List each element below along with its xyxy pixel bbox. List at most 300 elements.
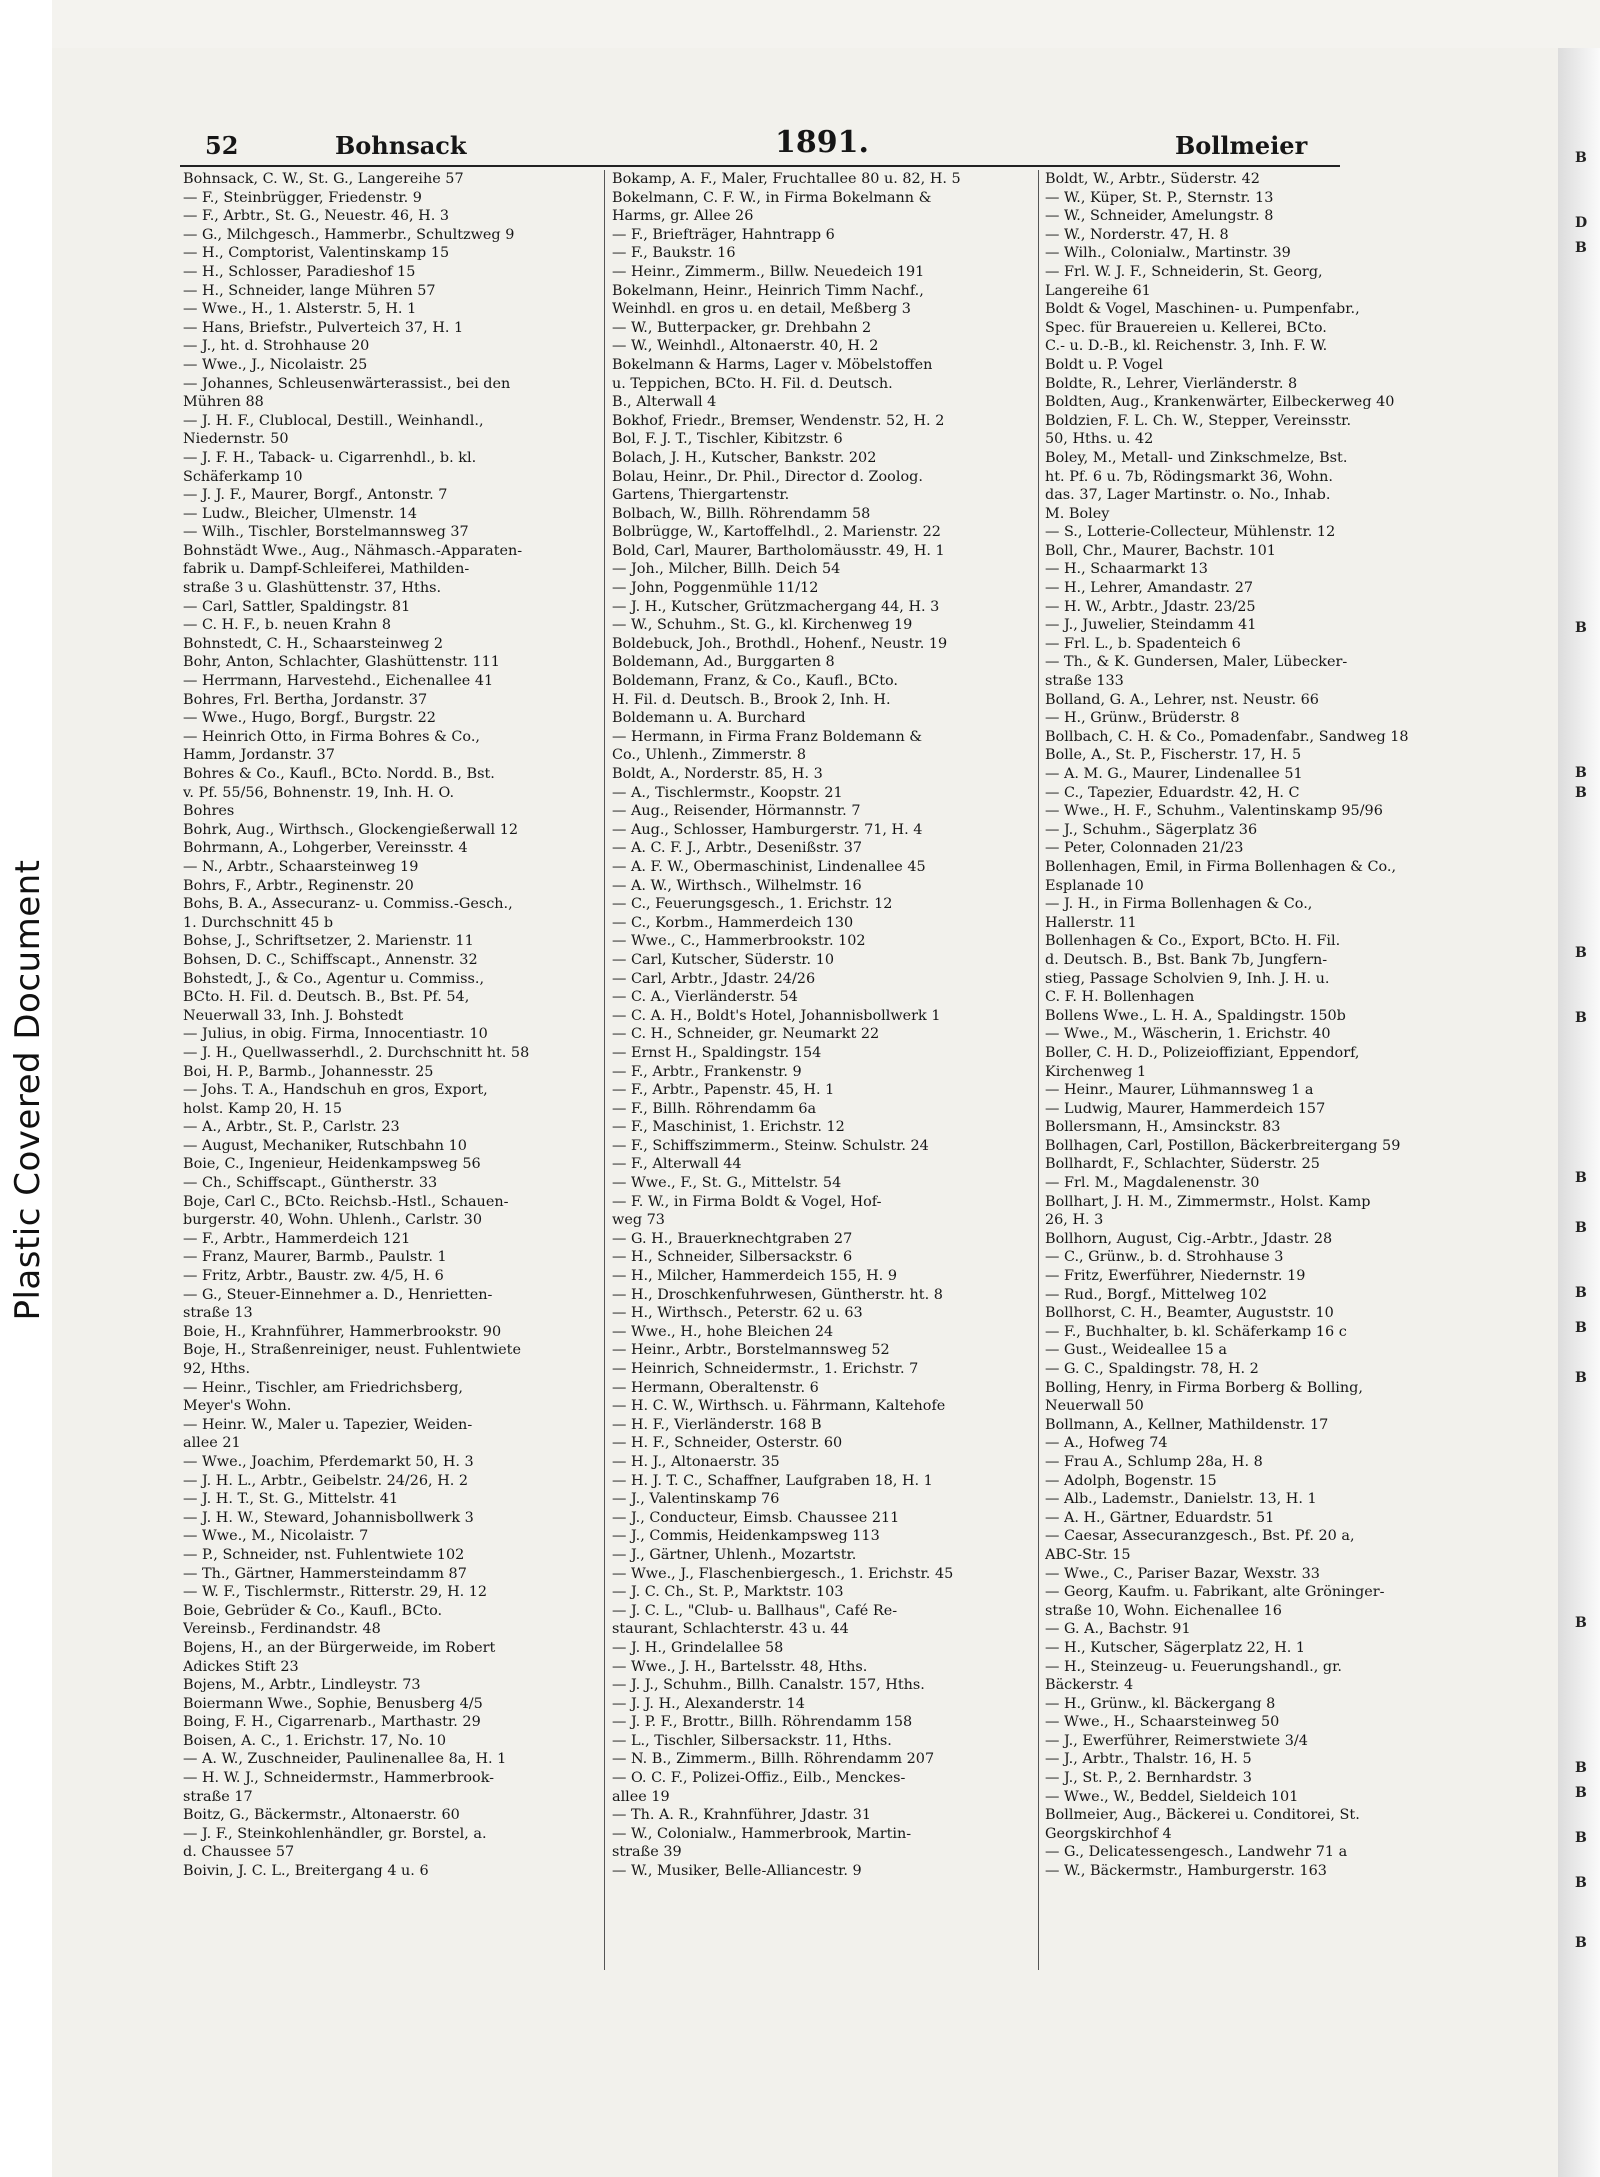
directory-entry: — W., Norderstr. 47, H. 8 — [1045, 226, 1229, 243]
directory-entry: burgerstr. 40, Wohn. Uhlenh., Carlstr. 30 — [183, 1212, 482, 1229]
directory-entry: C. F. H. Bollenhagen — [1045, 989, 1195, 1006]
margin-fragment: B — [1575, 1760, 1587, 1776]
directory-entry: — Julius, in obig. Firma, Innocentiastr. 10 — [183, 1026, 488, 1043]
directory-entry: — J. F., Steinkohlenhändler, gr. Borstel, a. — [183, 1825, 487, 1842]
directory-entry: Boldemann, Franz, & Co., Kaufl., BCto. — [612, 673, 898, 690]
directory-entry: — Heinrich, Schneidermstr., 1. Erichstr. 7 — [612, 1361, 919, 1377]
directory-entry: 1. Durchschnitt 45 b — [183, 914, 334, 931]
directory-entry: Boisen, A. C., 1. Erichstr. 17, No. 10 — [183, 1732, 447, 1749]
directory-entry: — F., Billh. Röhrendamm 6a — [612, 1100, 817, 1117]
margin-fragment: B — [1575, 765, 1587, 781]
column-3 — [1045, 170, 1445, 1881]
directory-entry: Boie, H., Krahnführer, Hammerbrookstr. 90 — [183, 1323, 502, 1340]
directory-entry: — J., Arbtr., Thalstr. 16, H. 5 — [1045, 1751, 1252, 1768]
directory-entry: Bäckerstr. 4 — [1045, 1677, 1134, 1694]
directory-entry: 92, Hths. — [183, 1361, 251, 1377]
directory-entry: — C. A. H., Boldt's Hotel, Johannisbollwerk 1 — [612, 1007, 941, 1024]
margin-fragment: B — [1575, 1830, 1587, 1846]
directory-entry: Mühren 88 — [183, 394, 264, 411]
directory-entry: — H., Grünw., Brüderstr. 8 — [1045, 710, 1240, 727]
directory-entry: Bolach, J. H., Kutscher, Bankstr. 202 — [612, 449, 877, 466]
directory-entry: B., Alterwall 4 — [612, 394, 717, 411]
directory-entry: — H., Schneider, lange Mühren 57 — [183, 282, 436, 299]
directory-entry: — J., Valentinskamp 76 — [612, 1491, 780, 1508]
side-label-text: Plastic Covered Document — [8, 859, 48, 1321]
directory-entry: — S., Lotterie-Collecteur, Mühlenstr. 12 — [1045, 524, 1336, 541]
directory-entry: allee 21 — [183, 1435, 241, 1452]
directory-entry: holst. Kamp 20, H. 15 — [183, 1100, 343, 1117]
column-divider — [1038, 170, 1039, 1970]
directory-entry: Bokelmann & Harms, Lager v. Möbelstoffen — [612, 356, 933, 373]
directory-entry: — Franz, Maurer, Barmb., Paulstr. 1 — [183, 1249, 447, 1266]
header-keyword-right: Bollmeier — [1175, 131, 1308, 160]
directory-entry: — Frl. L., b. Spadenteich 6 — [1045, 635, 1241, 652]
directory-entry: — H. W., Arbtr., Jdastr. 23/25 — [1045, 598, 1256, 615]
directory-entry: — C., Feuerungsgesch., 1. Erichstr. 12 — [612, 896, 893, 913]
directory-entry: — Frl. M., Magdalenenstr. 30 — [1045, 1175, 1260, 1192]
directory-entry: — F. W., in Firma Boldt & Vogel, Hof- — [612, 1193, 882, 1210]
directory-entry: — L., Tischler, Silbersackstr. 11, Hths. — [612, 1732, 892, 1749]
directory-entry: Hamm, Jordanstr. 37 — [183, 747, 335, 764]
directory-entry: — F., Briefträger, Hahntrapp 6 — [612, 226, 835, 243]
directory-entry: Bohstedt, J., & Co., Agentur u. Commiss., — [183, 970, 485, 987]
directory-entry: — G., Delicatessengesch., Landwehr 71 a — [1045, 1844, 1348, 1861]
directory-entry: ht. Pf. 6 u. 7b, Rödingsmarkt 36, Wohn. — [1045, 468, 1333, 485]
directory-entry: Bollenhagen & Co., Export, BCto. H. Fil. — [1045, 933, 1341, 950]
directory-entry: — J. J. F., Maurer, Borgf., Antonstr. 7 — [183, 487, 448, 504]
header-rule — [180, 165, 1340, 167]
directory-entry: Bohres — [183, 803, 235, 820]
directory-entry: — Heinr., Zimmerm., Billw. Neuedeich 191 — [612, 263, 925, 280]
directory-entry: — H., Wirthsch., Peterstr. 62 u. 63 — [612, 1305, 863, 1322]
directory-entry: Boldebuck, Joh., Brothdl., Hohenf., Neustr. 19 — [612, 635, 948, 652]
directory-entry: Boldemann, Ad., Burggarten 8 — [612, 654, 835, 671]
directory-entry: Langereihe 61 — [1045, 282, 1151, 299]
directory-entry: — C. A., Vierländerstr. 54 — [612, 989, 798, 1006]
directory-entry: — W., Butterpacker, gr. Drehbahn 2 — [612, 319, 872, 336]
margin-fragment: B — [1575, 1220, 1587, 1236]
directory-entry: — J. H., in Firma Bollenhagen & Co., — [1045, 896, 1313, 913]
directory-entry: — H., Droschkenfuhrwesen, Güntherstr. ht. 8 — [612, 1286, 943, 1303]
directory-entry: — A., Tischlermstr., Koopstr. 21 — [612, 784, 843, 801]
directory-entry: — H. W. J., Schneidermstr., Hammerbrook- — [183, 1770, 495, 1787]
directory-entry: Bohrmann, A., Lohgerber, Vereinsstr. 4 — [183, 840, 468, 857]
directory-entry: — F., Schiffszimmerm., Steinw. Schulstr. 24 — [612, 1137, 929, 1154]
directory-entry: — Aug., Reisender, Hörmannstr. 7 — [612, 803, 861, 820]
directory-entry: — J. H. L., Arbtr., Geibelstr. 24/26, H. 2 — [183, 1472, 469, 1489]
directory-entry: — H., Grünw., kl. Bäckergang 8 — [1045, 1695, 1276, 1712]
directory-entry: — W., Schneider, Amelungstr. 8 — [1045, 208, 1274, 225]
directory-entry: — H., Steinzeug- u. Feuerungshandl., gr. — [1045, 1658, 1342, 1675]
directory-entry: Boitz, G., Bäckermstr., Altonaerstr. 60 — [183, 1807, 460, 1824]
directory-entry: — P., Schneider, nst. Fuhlentwiete 102 — [183, 1546, 465, 1563]
directory-entry: H. Fil. d. Deutsch. B., Brook 2, Inh. H. — [612, 691, 891, 708]
directory-entry: Bolland, G. A., Lehrer, nst. Neustr. 66 — [1045, 691, 1319, 708]
header-year: 1891. — [775, 125, 869, 160]
directory-entry: Georgskirchhof 4 — [1045, 1825, 1172, 1842]
directory-entry: Boll, Chr., Maurer, Bachstr. 101 — [1045, 542, 1276, 559]
directory-entry: — Wwe., H., 1. Alsterstr. 5, H. 1 — [183, 301, 417, 318]
directory-entry: Bollenhagen, Emil, in Firma Bollenhagen & Co., — [1045, 858, 1397, 875]
directory-entry: BCto. H. Fil. d. Deutsch. B., Bst. Pf. 54, — [183, 989, 470, 1006]
directory-entry: Bohrk, Aug., Wirthsch., Glockengießerwall 12 — [183, 821, 519, 838]
directory-entry: — Ch., Schiffscapt., Güntherstr. 33 — [183, 1175, 438, 1192]
directory-entry: — W., Bäckermstr., Hamburgerstr. 163 — [1045, 1863, 1327, 1880]
directory-entry: straße 17 — [183, 1788, 253, 1805]
side-label — [2, 810, 54, 1370]
header-keyword-left: Bohnsack — [335, 131, 467, 160]
directory-entry: Bolbach, W., Billh. Röhrendamm 58 — [612, 505, 871, 522]
directory-entry: — N. B., Zimmerm., Billh. Röhrendamm 207 — [612, 1751, 935, 1768]
directory-entry: — H., Schlosser, Paradieshof 15 — [183, 263, 416, 280]
directory-entry: Boie, C., Ingenieur, Heidenkampsweg 56 — [183, 1156, 481, 1173]
directory-entry: Bolbrügge, W., Kartoffelhdl., 2. Marienstr. 22 — [612, 524, 941, 541]
directory-entry: — Wwe., F., St. G., Mittelstr. 54 — [612, 1175, 842, 1192]
directory-entry: — O. C. F., Polizei-Offiz., Eilb., Menckes- — [612, 1770, 906, 1787]
directory-entry: — W., Küper, St. P., Sternstr. 13 — [1045, 189, 1274, 206]
directory-entry: Boing, F. H., Cigarrenarb., Marthastr. 29 — [183, 1714, 481, 1731]
directory-entry: — J. H., Quellwasserhdl., 2. Durchschnitt ht. 58 — [183, 1044, 530, 1061]
directory-entry: — Heinr., Tischler, am Friedrichsberg, — [183, 1379, 463, 1396]
directory-entry: Bojens, H., an der Bürgerweide, im Robert — [183, 1639, 496, 1656]
directory-entry: staurant, Schlachterstr. 43 u. 44 — [612, 1621, 849, 1638]
directory-entry: — Ludw., Bleicher, Ulmenstr. 14 — [183, 505, 418, 522]
directory-entry: — W., Schuhm., St. G., kl. Kirchenweg 19 — [612, 617, 913, 634]
directory-entry: — A. W., Zuschneider, Paulinenallee 8a, H. 1 — [183, 1751, 507, 1768]
directory-entry: — N., Arbtr., Schaarsteinweg 19 — [183, 858, 419, 875]
directory-entry: — A., Hofweg 74 — [1045, 1435, 1168, 1452]
directory-entry: — F., Buchhalter, b. kl. Schäferkamp 16 c — [1045, 1323, 1347, 1340]
column-1 — [183, 170, 618, 1881]
directory-entry: — Fritz, Ewerführer, Niedernstr. 19 — [1045, 1268, 1306, 1285]
directory-entry: — F., Arbtr., Hammerdeich 121 — [183, 1230, 411, 1247]
directory-entry: Hallerstr. 11 — [1045, 914, 1137, 931]
directory-entry: 50, Hths. u. 42 — [1045, 431, 1154, 448]
directory-entry: — A. F. W., Obermaschinist, Lindenallee 45 — [612, 858, 926, 875]
directory-entry: — Wwe., H. F., Schuhm., Valentinskamp 95/96 — [1045, 803, 1383, 820]
directory-entry: — J. H., Grindelallee 58 — [612, 1639, 784, 1656]
directory-entry: — Wwe., J. H., Bartelsstr. 48, Hths. — [612, 1658, 868, 1675]
directory-entry: Bollhorn, August, Cig.-Arbtr., Jdastr. 28 — [1045, 1230, 1333, 1247]
directory-entry: Boldemann u. A. Burchard — [612, 710, 806, 727]
adjacent-page-edge — [1558, 48, 1600, 2177]
directory-entry: — Johannes, Schleusenwärterassist., bei den — [183, 375, 511, 392]
directory-entry: — H., Schneider, Silbersackstr. 6 — [612, 1249, 853, 1266]
directory-entry: — A., Arbtr., St. P., Carlstr. 23 — [183, 1119, 400, 1136]
directory-entry: Bohnstedt, C. H., Schaarsteinweg 2 — [183, 635, 444, 652]
directory-entry: — F., Arbtr., Papenstr. 45, H. 1 — [612, 1082, 835, 1099]
directory-entry: — H. F., Schneider, Osterstr. 60 — [612, 1435, 843, 1452]
directory-entry: Bohsen, D. C., Schiffscapt., Annenstr. 32 — [183, 951, 478, 968]
directory-entry: — Th. A. R., Krahnführer, Jdastr. 31 — [612, 1807, 872, 1824]
directory-entry: v. Pf. 55/56, Bohnenstr. 19, Inh. H. O. — [183, 784, 455, 801]
directory-entry: Bohse, J., Schriftsetzer, 2. Marienstr. 11 — [183, 933, 474, 950]
directory-entry: — J. H. T., St. G., Mittelstr. 41 — [183, 1491, 399, 1508]
directory-entry: — J. F. H., Taback- u. Cigarrenhdl., b. kl. — [183, 449, 477, 466]
directory-entry: — Wwe., Hugo, Borgf., Burgstr. 22 — [183, 710, 436, 727]
directory-entry: allee 19 — [612, 1788, 670, 1805]
directory-entry: — J., Juwelier, Steindamm 41 — [1045, 617, 1257, 634]
directory-entry: — Herrmann, Harvestehd., Eichenallee 41 — [183, 673, 494, 690]
directory-entry: d. Deutsch. B., Bst. Bank 7b, Jungfern- — [1045, 951, 1328, 968]
margin-fragment: B — [1575, 1935, 1587, 1951]
directory-entry: Bohr, Anton, Schlachter, Glashüttenstr. 111 — [183, 654, 500, 671]
directory-entry: — Georg, Kaufm. u. Fabrikant, alte Gröninger- — [1045, 1584, 1385, 1601]
directory-entry: — H., Comptorist, Valentinskamp 15 — [183, 245, 450, 262]
directory-entry: das. 37, Lager Martinstr. o. No., Inhab. — [1045, 487, 1331, 504]
directory-entry: — A. M. G., Maurer, Lindenallee 51 — [1045, 766, 1303, 782]
directory-entry: Meyer's Wohn. — [183, 1398, 292, 1415]
directory-entry: — Heinrich Otto, in Firma Bohres & Co., — [183, 728, 480, 745]
directory-entry: Bohnstädt Wwe., Aug., Nähmasch.-Apparaten- — [183, 542, 523, 559]
directory-entry: Bol, F. J. T., Tischler, Kibitzstr. 6 — [612, 431, 843, 448]
margin-fragment: B — [1575, 150, 1587, 166]
directory-entry: — Wwe., M., Wäscherin, 1. Erichstr. 40 — [1045, 1026, 1331, 1043]
directory-entry: Boi, H. P., Barmb., Johannesstr. 25 — [183, 1063, 434, 1080]
directory-entry: straße 39 — [612, 1844, 682, 1861]
directory-entry: — Ludwig, Maurer, Hammerdeich 157 — [1045, 1100, 1326, 1117]
directory-entry: — Carl, Kutscher, Süderstr. 10 — [612, 951, 835, 968]
directory-entry: — Heinr., Maurer, Lühmannsweg 1 a — [1045, 1082, 1314, 1099]
directory-entry: straße 3 u. Glashüttenstr. 37, Hths. — [183, 580, 442, 597]
directory-entry: — Wwe., H., Schaarsteinweg 50 — [1045, 1714, 1280, 1731]
directory-entry: Bohrs, F., Arbtr., Reginenstr. 20 — [183, 877, 414, 894]
directory-entry: Bollmeier, Aug., Bäckerei u. Conditorei, St. — [1045, 1807, 1360, 1824]
directory-entry: Boie, Gebrüder & Co., Kaufl., BCto. — [183, 1602, 443, 1619]
directory-entry: Boley, M., Metall- und Zinkschmelze, Bst. — [1045, 449, 1348, 466]
margin-fragment: B — [1575, 785, 1587, 801]
directory-entry: Boldte, R., Lehrer, Vierländerstr. 8 — [1045, 375, 1298, 392]
directory-entry: — J. P. F., Brottr., Billh. Röhrendamm 158 — [612, 1714, 913, 1731]
directory-entry: Weinhdl. en gros u. en detail, Meßberg 3 — [612, 301, 911, 318]
directory-entry: fabrik u. Dampf-Schleiferei, Mathilden- — [183, 561, 470, 578]
directory-entry: Bolau, Heinr., Dr. Phil., Director d. Zoolog. — [612, 468, 923, 485]
directory-entry: straße 10, Wohn. Eichenallee 16 — [1045, 1602, 1282, 1619]
directory-entry: — John, Poggenmühle 11/12 — [612, 580, 819, 597]
margin-fragment: D — [1575, 215, 1588, 231]
directory-entry: ABC-Str. 15 — [1045, 1546, 1131, 1563]
directory-entry: — H. C. W., Wirthsch. u. Fährmann, Kaltehofe — [612, 1398, 946, 1415]
directory-entry: Bollhorst, C. H., Beamter, Auguststr. 10 — [1045, 1305, 1334, 1322]
directory-entry: — Wwe., C., Pariser Bazar, Wexstr. 33 — [1045, 1565, 1320, 1582]
directory-entry: Boje, Carl C., BCto. Reichsb.-Hstl., Schauen- — [183, 1193, 509, 1210]
directory-entry: — G. H., Brauerknechtgraben 27 — [612, 1230, 853, 1247]
page-number: 52 — [205, 131, 239, 160]
directory-entry: — J. J. H., Alexanderstr. 14 — [612, 1695, 805, 1712]
directory-entry: — C. H., Schneider, gr. Neumarkt 22 — [612, 1026, 880, 1043]
directory-entry: Spec. für Brauereien u. Kellerei, BCto. — [1045, 319, 1327, 336]
directory-entry: — F., Maschinist, 1. Erichstr. 12 — [612, 1119, 845, 1136]
directory-entry: — J. H., Kutscher, Grützmachergang 44, H. 3 — [612, 598, 940, 615]
directory-entry: Boiermann Wwe., Sophie, Benusberg 4/5 — [183, 1695, 483, 1712]
margin-fragment: B — [1575, 1615, 1587, 1631]
margin-fragment: B — [1575, 620, 1587, 636]
directory-entry: — C., Korbm., Hammerdeich 130 — [612, 914, 854, 931]
margin-fragment: B — [1575, 1170, 1587, 1186]
directory-entry: — Wilh., Colonialw., Martinstr. 39 — [1045, 245, 1291, 262]
directory-entry: Boldzien, F. L. Ch. W., Stepper, Vereinsstr. — [1045, 412, 1352, 429]
directory-entry: — Wwe., H., hohe Bleichen 24 — [612, 1323, 834, 1340]
directory-entry: Niedernstr. 50 — [183, 431, 289, 448]
directory-entry: straße 13 — [183, 1305, 253, 1322]
directory-entry: — F., Baukstr. 16 — [612, 245, 736, 262]
directory-entry: — Johs. T. A., Handschuh en gros, Export, — [183, 1082, 488, 1099]
directory-entry: — Gust., Weideallee 15 a — [1045, 1342, 1227, 1359]
directory-entry: — J., Schuhm., Sägerplatz 36 — [1045, 821, 1258, 838]
directory-entry: — Alb., Lademstr., Danielstr. 13, H. 1 — [1045, 1491, 1317, 1508]
directory-entry: Neuerwall 33, Inh. J. Bohstedt — [183, 1007, 404, 1024]
directory-entry: — F., Arbtr., St. G., Neuestr. 46, H. 3 — [183, 208, 450, 225]
directory-entry: — J. H. W., Steward, Johannisbollwerk 3 — [183, 1509, 474, 1526]
directory-entry: Bohs, B. A., Assecuranz- u. Commiss.-Gesch., — [183, 896, 513, 913]
directory-entry: — Adolph, Bogenstr. 15 — [1045, 1472, 1217, 1489]
directory-entry: Boldt & Vogel, Maschinen- u. Pumpenfabr., — [1045, 301, 1360, 318]
directory-entry: — J., Conducteur, Eimsb. Chaussee 211 — [612, 1509, 900, 1526]
margin-fragment: B — [1575, 1370, 1587, 1386]
directory-entry: — Fritz, Arbtr., Baustr. zw. 4/5, H. 6 — [183, 1268, 444, 1285]
directory-entry: — Wwe., J., Flaschenbiergesch., 1. Erichstr. 45 — [612, 1565, 954, 1582]
directory-entry: u. Teppichen, BCto. H. Fil. d. Deutsch. — [612, 375, 893, 392]
directory-entry: — Wwe., J., Nicolaistr. 25 — [183, 356, 368, 373]
directory-entry: — J. H. F., Clublocal, Destill., Weinhandl., — [183, 412, 484, 429]
directory-entry: — Carl, Sattler, Spaldingstr. 81 — [183, 598, 411, 615]
directory-entry: — Heinr. W., Maler u. Tapezier, Weiden- — [183, 1416, 473, 1433]
page-header — [140, 125, 1320, 165]
margin-fragment: B — [1575, 1010, 1587, 1026]
directory-entry: — Th., & K. Gundersen, Maler, Lübecker- — [1045, 654, 1348, 671]
directory-entry: Boller, C. H. D., Polizeioffiziant, Eppendorf, — [1045, 1044, 1360, 1061]
directory-entry: Boldt, W., Arbtr., Süderstr. 42 — [1045, 171, 1260, 187]
directory-entry: — H. F., Vierländerstr. 168 B — [612, 1416, 822, 1433]
directory-entry: — Wwe., C., Hammerbrookstr. 102 — [612, 933, 866, 950]
directory-entry: — Caesar, Assecuranzgesch., Bst. Pf. 20 a, — [1045, 1528, 1355, 1545]
directory-entry: Co., Uhlenh., Zimmerstr. 8 — [612, 747, 806, 764]
directory-entry: — August, Mechaniker, Rutschbahn 10 — [183, 1137, 467, 1154]
directory-entry: Bollmann, A., Kellner, Mathildenstr. 17 — [1045, 1416, 1329, 1433]
directory-entry: Bolling, Henry, in Firma Borberg & Bolling, — [1045, 1379, 1363, 1396]
directory-entry: — Peter, Colonnaden 21/23 — [1045, 840, 1244, 857]
directory-entry: Bollens Wwe., L. H. A., Spaldingstr. 150b — [1045, 1007, 1346, 1024]
directory-entry: — J. C. Ch., St. P., Marktstr. 103 — [612, 1584, 844, 1601]
directory-entry: weg 73 — [612, 1212, 665, 1229]
directory-entry: — J., ht. d. Strohhause 20 — [183, 338, 370, 355]
directory-entry: — J., Ewerführer, Reimerstwiete 3/4 — [1045, 1732, 1308, 1749]
directory-entry: Bollbach, C. H. & Co., Pomadenfabr., Sandweg 18 — [1045, 728, 1409, 745]
directory-entry: Bokelmann, C. F. W., in Firma Bokelmann & — [612, 189, 932, 206]
directory-entry: Bollersmann, H., Amsinckstr. 83 — [1045, 1119, 1281, 1136]
directory-entry: — Carl, Arbtr., Jdastr. 24/26 — [612, 970, 816, 987]
margin-fragment: B — [1575, 1875, 1587, 1891]
margin-fragment: B — [1575, 240, 1587, 256]
directory-entry: — H., Schaarmarkt 13 — [1045, 561, 1208, 578]
margin-fragment: B — [1575, 945, 1587, 961]
directory-entry: — G., Milchgesch., Hammerbr., Schultzweg 9 — [183, 226, 515, 243]
margin-fragment: B — [1575, 1785, 1587, 1801]
directory-entry: — C. H. F., b. neuen Krahn 8 — [183, 617, 392, 634]
directory-entry: Bokhof, Friedr., Bremser, Wendenstr. 52, H. 2 — [612, 412, 945, 429]
directory-entry: Bohnsack, C. W., St. G., Langereihe 57 — [183, 171, 464, 187]
column-2 — [612, 170, 1042, 1881]
directory-entry: — W., Musiker, Belle-Alliancestr. 9 — [612, 1863, 862, 1880]
directory-entry: — Joh., Milcher, Billh. Deich 54 — [612, 561, 841, 578]
directory-entry: — Wwe., M., Nicolaistr. 7 — [183, 1528, 369, 1545]
directory-entry: Boje, H., Straßenreiniger, neust. Fuhlentwiete — [183, 1342, 521, 1359]
directory-entry: — F., Alterwall 44 — [612, 1156, 742, 1173]
directory-entry: — J. C. L., "Club- u. Ballhaus", Café Re- — [612, 1602, 898, 1619]
directory-entry: — J., Gärtner, Uhlenh., Mozartstr. — [612, 1546, 857, 1563]
directory-entry: — C., Grünw., b. d. Strohhause 3 — [1045, 1249, 1284, 1266]
directory-entry: 26, H. 3 — [1045, 1212, 1104, 1229]
directory-entry: — Hermann, in Firma Franz Boldemann & — [612, 728, 923, 745]
directory-entry: Vereinsb., Ferdinandstr. 48 — [183, 1621, 381, 1638]
directory-entry: — J. J., Schuhm., Billh. Canalstr. 157, Hths. — [612, 1677, 925, 1694]
directory-entry: M. Boley — [1045, 505, 1110, 522]
directory-entry: straße 133 — [1045, 673, 1124, 690]
directory-entry: Adickes Stift 23 — [183, 1658, 299, 1675]
directory-entry: d. Chaussee 57 — [183, 1844, 295, 1861]
directory-entry: — Frau A., Schlump 28a, H. 8 — [1045, 1453, 1263, 1470]
directory-entry: Boivin, J. C. L., Breitergang 4 u. 6 — [183, 1863, 429, 1880]
directory-entry: — H. J. T. C., Schaffner, Laufgraben 18, H. 1 — [612, 1472, 933, 1489]
directory-entry: — H., Lehrer, Amandastr. 27 — [1045, 580, 1254, 597]
directory-entry: Boldten, Aug., Krankenwärter, Eilbeckerweg 40 — [1045, 394, 1395, 411]
directory-entry: — H., Kutscher, Sägerplatz 22, H. 1 — [1045, 1639, 1306, 1656]
directory-entry: Bohres & Co., Kaufl., BCto. Nordd. B., Bst. — [183, 766, 495, 782]
directory-entry: — G. C., Spaldingstr. 78, H. 2 — [1045, 1361, 1259, 1377]
directory-entry: — W., Colonialw., Hammerbrook, Martin- — [612, 1825, 912, 1842]
directory-entry: — W. F., Tischlermstr., Ritterstr. 29, H. 12 — [183, 1584, 488, 1601]
directory-entry: — Wwe., W., Beddel, Sieldeich 101 — [1045, 1788, 1299, 1805]
directory-entry: — Rud., Borgf., Mittelweg 102 — [1045, 1286, 1267, 1303]
directory-entry: Harms, gr. Allee 26 — [612, 208, 754, 225]
directory-entry: Bohres, Frl. Bertha, Jordanstr. 37 — [183, 691, 428, 708]
directory-entry: — Th., Gärtner, Hammersteindamm 87 — [183, 1565, 467, 1582]
directory-entry: — Wwe., Joachim, Pferdemarkt 50, H. 3 — [183, 1453, 474, 1470]
directory-entry: Bollhardt, F., Schlachter, Süderstr. 25 — [1045, 1156, 1320, 1173]
directory-entry: — A. W., Wirthsch., Wilhelmstr. 16 — [612, 877, 862, 894]
directory-entry: Kirchenweg 1 — [1045, 1063, 1147, 1080]
directory-entry: — Frl. W. J. F., Schneiderin, St. Georg, — [1045, 263, 1323, 280]
directory-entry: — H., Milcher, Hammerdeich 155, H. 9 — [612, 1268, 897, 1285]
directory-entry: Boldt, A., Norderstr. 85, H. 3 — [612, 766, 823, 782]
directory-entry: Bollhagen, Carl, Postillon, Bäckerbreitergang 59 — [1045, 1137, 1401, 1154]
directory-entry: — Wilh., Tischler, Borstelmannsweg 37 — [183, 524, 469, 541]
directory-entry: Bokamp, A. F., Maler, Fruchtallee 80 u. 82, H. 5 — [612, 171, 961, 187]
directory-entry: Neuerwall 50 — [1045, 1398, 1144, 1415]
directory-entry: Bold, Carl, Maurer, Bartholomäusstr. 49, H. 1 — [612, 542, 945, 559]
directory-entry: — C., Tapezier, Eduardstr. 42, H. C — [1045, 784, 1300, 801]
directory-entry: stieg, Passage Scholvien 9, Inh. J. H. u. — [1045, 970, 1330, 987]
column-divider — [604, 170, 605, 1970]
directory-entry: — Aug., Schlosser, Hamburgerstr. 71, H. 4 — [612, 821, 923, 838]
directory-entry: Bolle, A., St. P., Fischerstr. 17, H. 5 — [1045, 747, 1302, 764]
directory-entry: Bollhart, J. H. M., Zimmermstr., Holst. Kamp — [1045, 1193, 1371, 1210]
directory-entry: Bojens, M., Arbtr., Lindleystr. 73 — [183, 1677, 421, 1694]
directory-entry: — A. H., Gärtner, Eduardstr. 51 — [1045, 1509, 1275, 1526]
directory-entry: — Hermann, Oberaltenstr. 6 — [612, 1379, 819, 1396]
directory-entry: Esplanade 10 — [1045, 877, 1144, 894]
directory-entry: — Hans, Briefstr., Pulverteich 37, H. 1 — [183, 319, 464, 336]
directory-entry: — A. C. F. J., Arbtr., Desenißstr. 37 — [612, 840, 863, 857]
directory-entry: Gartens, Thiergartenstr. — [612, 487, 790, 504]
directory-entry: Schäferkamp 10 — [183, 468, 303, 485]
directory-entry: — G., Steuer-Einnehmer a. D., Henrietten- — [183, 1286, 493, 1303]
directory-entry: — J., Commis, Heidenkampsweg 113 — [612, 1528, 880, 1545]
directory-entry: — F., Arbtr., Frankenstr. 9 — [612, 1063, 802, 1080]
directory-entry: — G. A., Bachstr. 91 — [1045, 1621, 1191, 1638]
directory-entry: Bokelmann, Heinr., Heinrich Timm Nachf., — [612, 282, 924, 299]
directory-entry: — Heinr., Arbtr., Borstelmannsweg 52 — [612, 1342, 890, 1359]
